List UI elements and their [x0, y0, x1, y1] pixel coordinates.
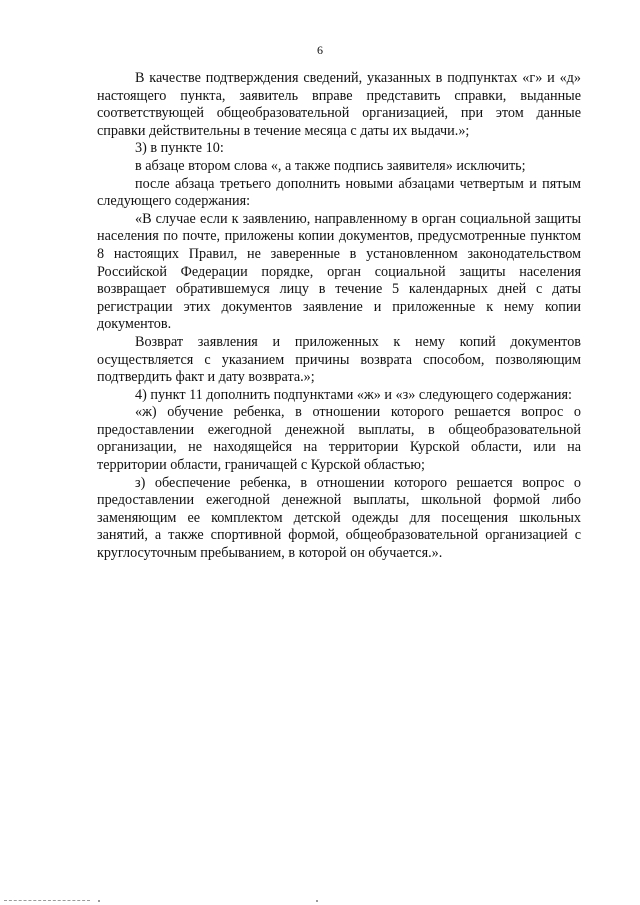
paragraph-add-new-subparagraphs: после абзаца третьего дополнить новыми абзацами четвертым и пятым следующего содержания:	[97, 175, 581, 210]
paragraph-subitem-z: з) обеспечение ребенка, в отношении которого решается вопрос о предоставлении ежегодной денежной выплаты, школьной формой либо заменяющим ее комплектом детской одежды для посещения школьных занятий, а также спортивной формой, общеобразовательной организацией с круглосуточным пребыванием, в которой он обучается.».	[97, 474, 581, 562]
paragraph-return-method: Возврат заявления и приложенных к нему копий документов осуществляется с указанием причины возврата способом, позволяющим подтвердить факт и дату возврата.»;	[97, 333, 581, 386]
page-number: 6	[317, 43, 323, 57]
footer-scan-line	[4, 900, 90, 901]
paragraph-item-4: 4) пункт 11 дополнить подпунктами «ж» и «з» следующего содержания:	[135, 386, 572, 403]
document-body	[97, 70, 581, 563]
paragraph-subitem-zh: «ж) обучение ребенка, в отношении которого решается вопрос о предоставлении ежегодной денежной выплаты, в общеобразовательной организации, не находящейся на территории Курской области, или на территории области, граничащей с Курской областью;	[97, 404, 581, 474]
paragraph-remove-signature-words: в абзаце втором слова «, а также подпись заявителя» исключить;	[135, 157, 526, 174]
paragraph-item-3: 3) в пункте 10:	[135, 140, 224, 157]
paragraph-postal-application-return: «В случае если к заявлению, направленному в орган социальной защиты населения по почте, приложены копии документов, предусмотренные пунктом 8 настоящих Правил, не заверенные в установленном законодательством Российской Федерации порядке, орган социальной защиты населения возвращает обратившемуся лицу в течение 5 календарных дней с даты регистрации этих документов заявление и приложенные к нему копии документов.	[97, 210, 581, 333]
footer-scan-dot	[316, 900, 318, 902]
footer-scan-dot	[98, 900, 100, 902]
paragraph-confirmation-certificates: В качестве подтверждения сведений, указанных в подпунктах «г» и «д» настоящего пункта, заявитель вправе представить справки, выданные соответствующей общеобразовательной организацией, при этом данные справки действительны в течение месяца с даты их выдачи.»;	[97, 70, 581, 139]
